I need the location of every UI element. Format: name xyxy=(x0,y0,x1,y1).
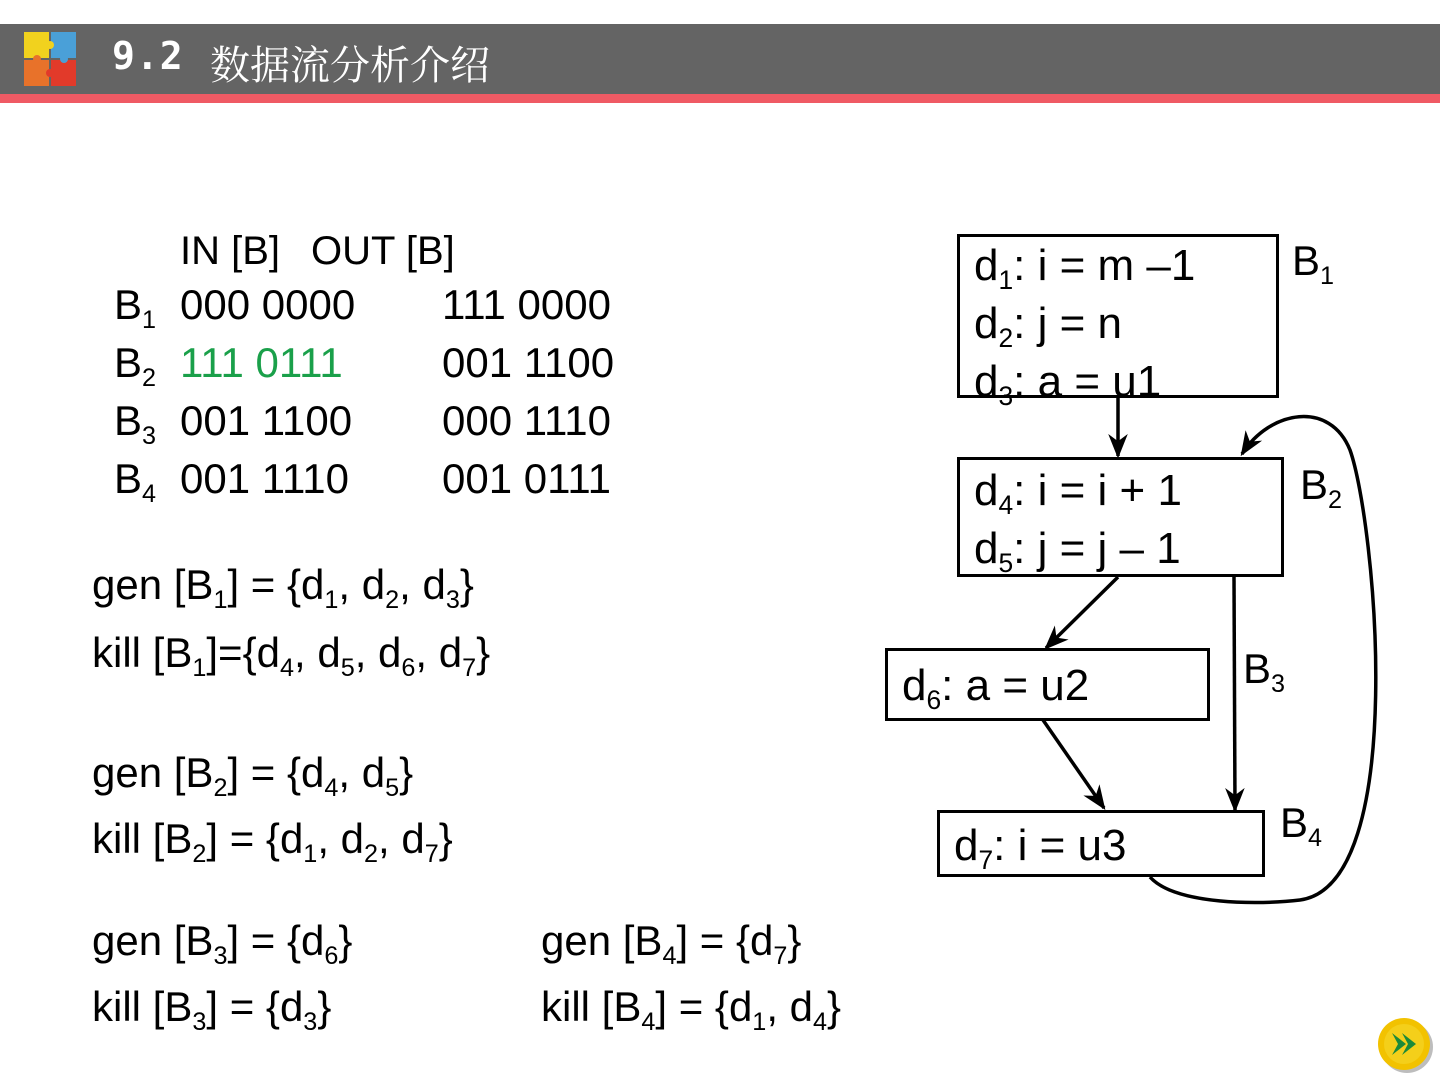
definition-ref: $d_2$ xyxy=(361,561,400,614)
block-label-name: $B_4$ xyxy=(1280,799,1323,852)
definition-id: $d_4$ xyxy=(974,466,1014,521)
block-name: $B_3$ xyxy=(114,397,157,450)
column-header-in: IN [B] xyxy=(180,229,281,273)
basic-block-b4 xyxy=(937,810,1265,877)
definition-ref: $d_7$ xyxy=(401,815,439,868)
statement: $d_2$: j = n xyxy=(974,299,1123,354)
block-label-name: $B_1$ xyxy=(1292,237,1335,290)
block-label-b4 xyxy=(1280,799,1323,852)
definition-id: $d_6$ xyxy=(902,661,942,716)
block-name-subscript: 3 xyxy=(142,421,157,450)
definition-id-subscript: 7 xyxy=(978,845,994,876)
statement: $d_7$: i = u3 xyxy=(954,821,1127,876)
definition-id: $d_5$ xyxy=(974,524,1014,579)
gen-b3-equation: gen $[B_3] = \{d_6\}$ xyxy=(92,917,353,970)
definition-ref-subscript: 2 xyxy=(364,839,379,868)
in-value: 001 1100 xyxy=(180,397,353,444)
block-label-name-subscript: 3 xyxy=(1271,669,1286,698)
definition-ref: $d_6$ xyxy=(301,917,339,970)
definition-ref-subscript: 5 xyxy=(385,773,400,802)
definition-ref-subscript: 1 xyxy=(303,839,318,868)
definition-id-subscript: 4 xyxy=(998,490,1014,521)
definition-ref: $d_1$ xyxy=(728,983,767,1036)
definition-ref-subscript: 5 xyxy=(340,653,355,682)
definition-ref: $d_3$ xyxy=(279,983,318,1036)
block-ref: kill [$B_4$ xyxy=(541,983,656,1036)
block-name: $B_1$ xyxy=(114,281,157,334)
block-ref: gen [$B_2$ xyxy=(92,749,228,802)
definition-ref-subscript: 1 xyxy=(324,585,339,614)
block-ref-subscript: 3 xyxy=(192,1007,207,1036)
block-ref-subscript: 1 xyxy=(192,653,207,682)
definition-id-subscript: 6 xyxy=(926,685,942,716)
block-ref-subscript: 3 xyxy=(213,941,228,970)
definition-ref: $d_4$ xyxy=(789,983,828,1036)
block-ref-subscript: 2 xyxy=(213,773,228,802)
statement: $d_6$: a = u2 xyxy=(902,661,1090,716)
definition-ref: $d_7$ xyxy=(438,629,477,682)
definition-ref: $d_5$ xyxy=(317,629,355,682)
definition-ref: $d_2$ xyxy=(340,815,379,868)
block-ref: gen [$B_4$ xyxy=(541,917,677,970)
block-ref: kill [$B_3$ xyxy=(92,983,207,1036)
out-value: 001 0111 xyxy=(442,455,611,502)
block-label-name: $B_3$ xyxy=(1243,645,1286,698)
definition-ref-subscript: 6 xyxy=(324,941,339,970)
statement: $d_1$: i = m –1 xyxy=(974,241,1196,296)
block-ref-subscript: 1 xyxy=(213,585,228,614)
block-name: $B_4$ xyxy=(114,455,157,508)
out-value: 001 1100 xyxy=(442,339,615,386)
definition-ref-subscript: 3 xyxy=(303,1007,318,1036)
definition-id: $d_2$ xyxy=(974,299,1014,354)
block-ref-subscript: 4 xyxy=(662,941,677,970)
block-name-subscript: 1 xyxy=(142,305,157,334)
block-ref-subscript: 4 xyxy=(641,1007,656,1036)
basic-block-b1 xyxy=(957,234,1279,412)
definition-ref-subscript: 4 xyxy=(324,773,339,802)
edge-b2-b4 xyxy=(1234,577,1235,810)
in-value: 001 1110 xyxy=(180,455,349,502)
definition-ref-subscript: 1 xyxy=(752,1007,767,1036)
in-value: 000 0000 xyxy=(180,281,356,328)
kill-b4-equation: kill $[B_4] = \{d_1$, $d_4$} xyxy=(541,983,842,1036)
definition-ref-subscript: 4 xyxy=(813,1007,828,1036)
block-label-name-subscript: 4 xyxy=(1308,823,1323,852)
definition-ref-subscript: 4 xyxy=(279,653,294,682)
gen-b4-equation: gen $[B_4] = \{d_7\}$ xyxy=(541,917,802,970)
kill-b2-equation: kill $[B_2] = \{d_1$, $d_2$, $d_7$} xyxy=(92,815,453,868)
definition-id-subscript: 5 xyxy=(998,548,1014,579)
gen-b1-equation: gen $[B_1] = \{d_1$, $d_2$, $d_3$} xyxy=(92,561,474,614)
out-value: 111 0000 xyxy=(442,281,611,328)
statement: $d_5$: j = j – 1 xyxy=(974,524,1181,579)
block-label-name-subscript: 1 xyxy=(1320,261,1335,290)
definition-id-subscript: 2 xyxy=(998,323,1014,354)
block-ref: kill [$B_1$ xyxy=(92,629,207,682)
basic-block-b2 xyxy=(957,457,1284,577)
definition-ref: $d_4$ xyxy=(301,749,339,802)
definition-ref: $d_7$ xyxy=(750,917,788,970)
gen-b2-equation: gen $[B_2] = \{d_4$, $d_5$} xyxy=(92,749,414,802)
block-label-b2 xyxy=(1300,461,1343,514)
next-arrow-icon[interactable] xyxy=(1376,1016,1434,1074)
kill-b1-equation: kill $[B_1]=\{d_4$, $d_5$, $d_6$, $d_7$} xyxy=(92,629,491,682)
statement: $d_3$: a = u1 xyxy=(974,357,1162,412)
out-value: 000 1110 xyxy=(442,397,611,444)
definition-id: $d_3$ xyxy=(974,357,1014,412)
definition-ref: $d_5$ xyxy=(361,749,400,802)
definition-ref: $d_6$ xyxy=(378,629,416,682)
slide-section-number: 9.2 xyxy=(112,34,184,78)
block-name: $B_2$ xyxy=(114,339,157,392)
definition-ref: $d_1$ xyxy=(301,561,339,614)
edge-b3-b4 xyxy=(1043,720,1104,808)
definition-ref-subscript: 3 xyxy=(445,585,460,614)
block-ref: gen [$B_1$ xyxy=(92,561,228,614)
definition-ref: $d_1$ xyxy=(279,815,318,868)
definition-id: $d_1$ xyxy=(974,241,1014,296)
block-ref-subscript: 2 xyxy=(192,839,207,868)
edge-b2-b3 xyxy=(1046,577,1118,648)
kill-b3-equation: kill $[B_3] = \{d_3\}$ xyxy=(92,983,332,1036)
definition-ref: $d_4$ xyxy=(256,629,294,682)
block-label-name: $B_2$ xyxy=(1300,461,1343,514)
definition-ref-subscript: 6 xyxy=(401,653,416,682)
column-header-out: OUT [B] xyxy=(311,229,455,273)
definition-ref-subscript: 7 xyxy=(462,653,477,682)
definition-id: $d_7$ xyxy=(954,821,994,876)
basic-block-b3 xyxy=(885,648,1210,721)
block-name-subscript: 2 xyxy=(142,363,157,392)
statement: $d_4$: i = i + 1 xyxy=(974,466,1182,521)
in-value: 111 0111 xyxy=(180,339,343,386)
definition-ref-subscript: 7 xyxy=(424,839,439,868)
block-ref: kill [$B_2$ xyxy=(92,815,207,868)
definition-ref-subscript: 2 xyxy=(385,585,400,614)
block-label-b1 xyxy=(1292,237,1335,290)
block-name-subscript: 4 xyxy=(142,479,157,508)
definition-id-subscript: 3 xyxy=(998,381,1014,412)
definition-ref-subscript: 7 xyxy=(773,941,788,970)
definition-ref: $d_3$ xyxy=(422,561,460,614)
block-label-b3 xyxy=(1243,645,1286,698)
definition-id-subscript: 1 xyxy=(998,265,1014,296)
block-label-name-subscript: 2 xyxy=(1328,485,1343,514)
slide-title: 数据流分析介绍 xyxy=(210,43,490,89)
block-ref: gen [$B_3$ xyxy=(92,917,228,970)
